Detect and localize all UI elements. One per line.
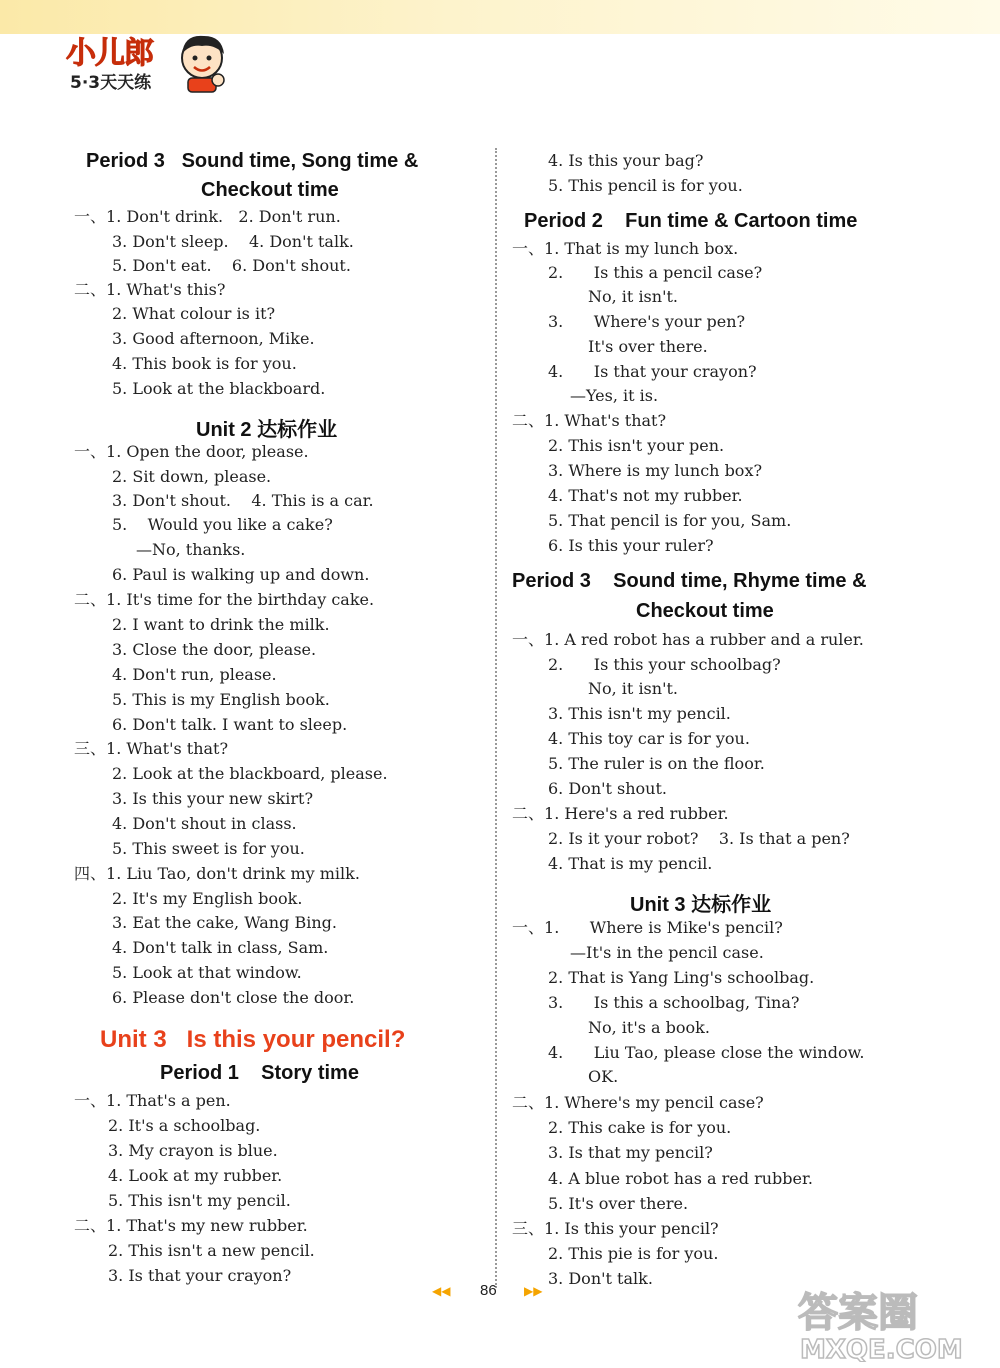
answer-line <box>548 461 762 481</box>
answer-text: 6. Paul is walking up and down. <box>112 565 370 584</box>
answer-line <box>548 263 762 283</box>
answer-text: 2. Is this a pencil case? <box>548 263 763 282</box>
answer-line <box>548 1244 718 1264</box>
answer-line <box>512 1219 719 1239</box>
answer-line <box>588 287 678 307</box>
question-number: 二、 <box>512 411 545 430</box>
answer-line <box>112 963 302 983</box>
answer-text: 2. Is it your robot? 3. Is that a pen? <box>548 829 850 848</box>
section-heading: Unit 2 达标作业 <box>196 419 338 441</box>
answer-line <box>548 729 750 749</box>
answer-text: 5. Look at the blackboard. <box>112 379 326 398</box>
answer-text: 6. Don't shout. <box>548 779 667 798</box>
answer-line <box>548 1194 688 1214</box>
answer-text: 1. Open the door, please. <box>106 442 309 461</box>
answer-line <box>548 1169 813 1189</box>
answer-line <box>112 491 374 511</box>
answer-text: 4. That's not my rubber. <box>548 486 743 505</box>
watermark-bottom: MXQE.COM <box>800 1335 963 1362</box>
answer-text: 4. Don't run, please. <box>112 665 277 684</box>
answer-text: 2. This pie is for you. <box>548 1244 719 1263</box>
answer-text: 1. What's this? <box>106 280 226 299</box>
answer-text: 4. A blue robot has a red rubber. <box>548 1169 813 1188</box>
answer-line <box>548 829 850 849</box>
answer-line <box>548 436 724 456</box>
answer-text: 2. This isn't a new pencil. <box>108 1241 315 1260</box>
answer-text: 3. Where is my lunch box? <box>548 461 763 480</box>
answer-line <box>548 704 731 724</box>
answer-text: 3. Don't shout. 4. This is a car. <box>112 491 374 510</box>
answer-text: 1. Is this your pencil? <box>544 1219 719 1238</box>
answer-line <box>548 1269 653 1289</box>
answer-line <box>548 312 745 332</box>
answer-text: 1. Where is Mike's pencil? <box>544 918 783 937</box>
answer-text: No, it isn't. <box>588 287 678 306</box>
answer-text: 4. Don't talk in class, Sam. <box>112 938 329 957</box>
answer-line <box>112 354 297 374</box>
answer-line <box>112 889 302 909</box>
answer-text: 1. That's my new rubber. <box>106 1216 308 1235</box>
answer-text: 3. Don't sleep. 4. Don't talk. <box>112 232 354 251</box>
answer-line <box>74 590 374 610</box>
answer-line <box>112 615 330 635</box>
section-heading: Checkout time <box>636 600 774 622</box>
brand-title: 小儿郎 <box>66 36 153 71</box>
answer-line <box>112 988 354 1008</box>
question-number: 二、 <box>74 1216 107 1235</box>
answer-text: 4. Liu Tao, please close the window. <box>548 1043 865 1062</box>
mascot-icon <box>174 30 232 94</box>
answer-line <box>112 304 275 324</box>
answer-line <box>74 1216 308 1236</box>
unit-title: Unit 3 Is this your pencil? <box>100 1026 406 1053</box>
question-number: 四、 <box>74 864 107 883</box>
answer-text: 4. That is my pencil. <box>548 854 713 873</box>
answer-line <box>74 864 360 884</box>
answer-text: 6. Is this your ruler? <box>548 536 714 555</box>
answer-line <box>512 918 783 938</box>
answer-line <box>548 536 714 556</box>
question-number: 二、 <box>74 590 107 609</box>
answer-line <box>112 665 277 685</box>
question-number: 一、 <box>74 442 107 461</box>
question-number: 三、 <box>74 739 107 758</box>
answer-line <box>512 411 666 431</box>
answer-line <box>112 565 369 585</box>
answer-line <box>108 1191 291 1211</box>
question-number: 一、 <box>74 1091 107 1110</box>
answer-text: —Yes, it is. <box>570 386 659 405</box>
answer-line <box>108 1241 315 1261</box>
question-number: 一、 <box>512 918 545 937</box>
answer-text: 2. That is Yang Ling's schoolbag. <box>548 968 815 987</box>
answer-line <box>548 655 781 675</box>
answer-line <box>548 854 712 874</box>
answer-line <box>112 329 315 349</box>
answer-line <box>548 1043 864 1063</box>
answer-line <box>512 1093 764 1113</box>
answer-line <box>588 337 708 357</box>
answer-text: 1. Here's a red rubber. <box>544 804 729 823</box>
answer-text: 4. This book is for you. <box>112 354 297 373</box>
answer-text: 1. A red robot has a rubber and a ruler. <box>544 630 864 649</box>
watermark <box>780 1282 990 1362</box>
answer-text: 3. Eat the cake, Wang Bing. <box>112 913 337 932</box>
answer-text: 2. Sit down, please. <box>112 467 272 486</box>
answer-text: It's over there. <box>588 337 708 356</box>
answer-text: 3. Don't talk. <box>548 1269 653 1288</box>
answer-text: 4. Is this your bag? <box>548 151 704 170</box>
answer-line <box>108 1141 278 1161</box>
answer-line <box>112 839 305 859</box>
answer-text: 3. Is this your new skirt? <box>112 789 314 808</box>
answer-text: 3. Is this a schoolbag, Tina? <box>548 993 800 1012</box>
question-number: 一、 <box>512 630 545 649</box>
answer-line <box>112 256 351 276</box>
answer-line <box>112 715 347 735</box>
answer-line <box>512 804 729 824</box>
answer-line <box>112 938 328 958</box>
answer-line <box>588 1067 618 1087</box>
answer-text: 5. Look at that window. <box>112 963 302 982</box>
answer-line <box>588 679 678 699</box>
answer-text: 1. That's a pen. <box>106 1091 231 1110</box>
answer-line <box>112 690 330 710</box>
question-number: 一、 <box>512 239 545 258</box>
answer-line <box>108 1266 291 1286</box>
answer-text: 2. This cake is for you. <box>548 1118 732 1137</box>
answer-text: 3. This isn't my pencil. <box>548 704 731 723</box>
page-number: 86 <box>480 1282 497 1299</box>
prev-page-icon[interactable]: ◀◀ <box>432 1284 451 1298</box>
answer-text: 2. It's a schoolbag. <box>108 1116 261 1135</box>
question-number: 一、 <box>74 207 107 226</box>
answer-text: 4. Look at my rubber. <box>108 1166 283 1185</box>
section-heading: Unit 3 达标作业 <box>630 894 772 916</box>
answer-line <box>548 968 814 988</box>
answer-text: 6. Please don't close the door. <box>112 988 355 1007</box>
answer-line <box>112 764 388 784</box>
answer-line <box>112 913 337 933</box>
answer-text: 1. Don't drink. 2. Don't run. <box>106 207 341 226</box>
answer-text: 1. That is my lunch box. <box>544 239 739 258</box>
answer-text: OK. <box>588 1067 619 1086</box>
answer-line <box>112 515 333 535</box>
answer-line <box>108 1116 260 1136</box>
answer-line <box>112 814 297 834</box>
answer-text: 5. This is my English book. <box>112 690 330 709</box>
answer-line <box>548 511 791 531</box>
next-page-icon[interactable]: ▶▶ <box>524 1284 543 1298</box>
answer-text: 4. This toy car is for you. <box>548 729 750 748</box>
answer-text: 5. Would you like a cake? <box>112 515 333 534</box>
watermark-top: 答案圈 <box>798 1290 918 1336</box>
answer-line <box>548 993 799 1013</box>
answer-line <box>548 176 743 196</box>
answer-text: 5. The ruler is on the floor. <box>548 754 765 773</box>
brand-subtitle: 5·3天天练 <box>70 73 152 93</box>
answer-text: 1. What's that? <box>106 739 229 758</box>
answer-line <box>570 943 764 963</box>
answer-line <box>74 442 309 462</box>
answer-text: 1. It's time for the birthday cake. <box>106 590 375 609</box>
answer-line <box>74 280 225 300</box>
answer-line <box>548 1118 731 1138</box>
answer-line <box>112 467 271 487</box>
answer-line <box>74 207 341 227</box>
question-number: 二、 <box>74 280 107 299</box>
section-heading: Period 3 Sound time, Rhyme time & <box>512 570 867 592</box>
answer-text: 5. Don't eat. 6. Don't shout. <box>112 256 351 275</box>
answer-text: 4. Is that your crayon? <box>548 362 757 381</box>
answer-line <box>74 1091 231 1111</box>
answer-text: 1. Where's my pencil case? <box>544 1093 764 1112</box>
answer-text: 3. Is that your crayon? <box>108 1266 292 1285</box>
answer-text: 5. This pencil is for you. <box>548 176 743 195</box>
answer-text: —No, thanks. <box>136 540 246 559</box>
answer-text: 4. Don't shout in class. <box>112 814 297 833</box>
question-number: 二、 <box>512 804 545 823</box>
answer-text: 1. Liu Tao, don't drink my milk. <box>106 864 360 883</box>
answer-text: 6. Don't talk. I want to sleep. <box>112 715 348 734</box>
answer-text: 3. Good afternoon, Mike. <box>112 329 315 348</box>
answer-text: 3. Close the door, please. <box>112 640 317 659</box>
section-heading: Period 3 Sound time, Song time & <box>86 150 419 172</box>
answer-line <box>112 640 316 660</box>
answer-line <box>548 779 667 799</box>
answer-line <box>548 1143 713 1163</box>
column-divider <box>495 148 497 1288</box>
answer-text: 1. What's that? <box>544 411 667 430</box>
answer-text: 2. It's my English book. <box>112 889 303 908</box>
answer-line <box>112 232 354 252</box>
answer-text: No, it isn't. <box>588 679 678 698</box>
answer-line <box>112 789 313 809</box>
answer-text: 2. What colour is it? <box>112 304 276 323</box>
section-heading: Checkout time <box>201 179 339 201</box>
answer-text: 3. My crayon is blue. <box>108 1141 278 1160</box>
answer-line <box>136 540 245 560</box>
answer-text: —It's in the pencil case. <box>570 943 764 962</box>
answer-line <box>588 1018 710 1038</box>
answer-line <box>548 486 743 506</box>
answer-text: 3. Is that my pencil? <box>548 1143 713 1162</box>
answer-text: 5. This isn't my pencil. <box>108 1191 291 1210</box>
answer-text: 3. Where's your pen? <box>548 312 746 331</box>
question-number: 三、 <box>512 1219 545 1238</box>
question-number: 二、 <box>512 1093 545 1112</box>
answer-text: 2. I want to drink the milk. <box>112 615 330 634</box>
answer-line <box>548 754 765 774</box>
answer-text: No, it's a book. <box>588 1018 710 1037</box>
answer-line <box>512 630 864 650</box>
answer-text: 2. Is this your schoolbag? <box>548 655 781 674</box>
answer-line <box>512 239 738 259</box>
answer-line <box>74 739 228 759</box>
answer-text: 5. This sweet is for you. <box>112 839 305 858</box>
answer-line <box>112 379 325 399</box>
answer-text: 2. This isn't your pen. <box>548 436 725 455</box>
brand-logo <box>66 28 236 98</box>
answer-line <box>570 386 658 406</box>
answer-text: 2. Look at the blackboard, please. <box>112 764 388 783</box>
answer-line <box>548 151 703 171</box>
answer-text: 5. That pencil is for you, Sam. <box>548 511 792 530</box>
answer-text: 5. It's over there. <box>548 1194 689 1213</box>
answer-line <box>108 1166 282 1186</box>
answer-line <box>548 362 757 382</box>
section-heading: Period 1 Story time <box>160 1062 359 1084</box>
section-heading: Period 2 Fun time & Cartoon time <box>524 210 858 232</box>
